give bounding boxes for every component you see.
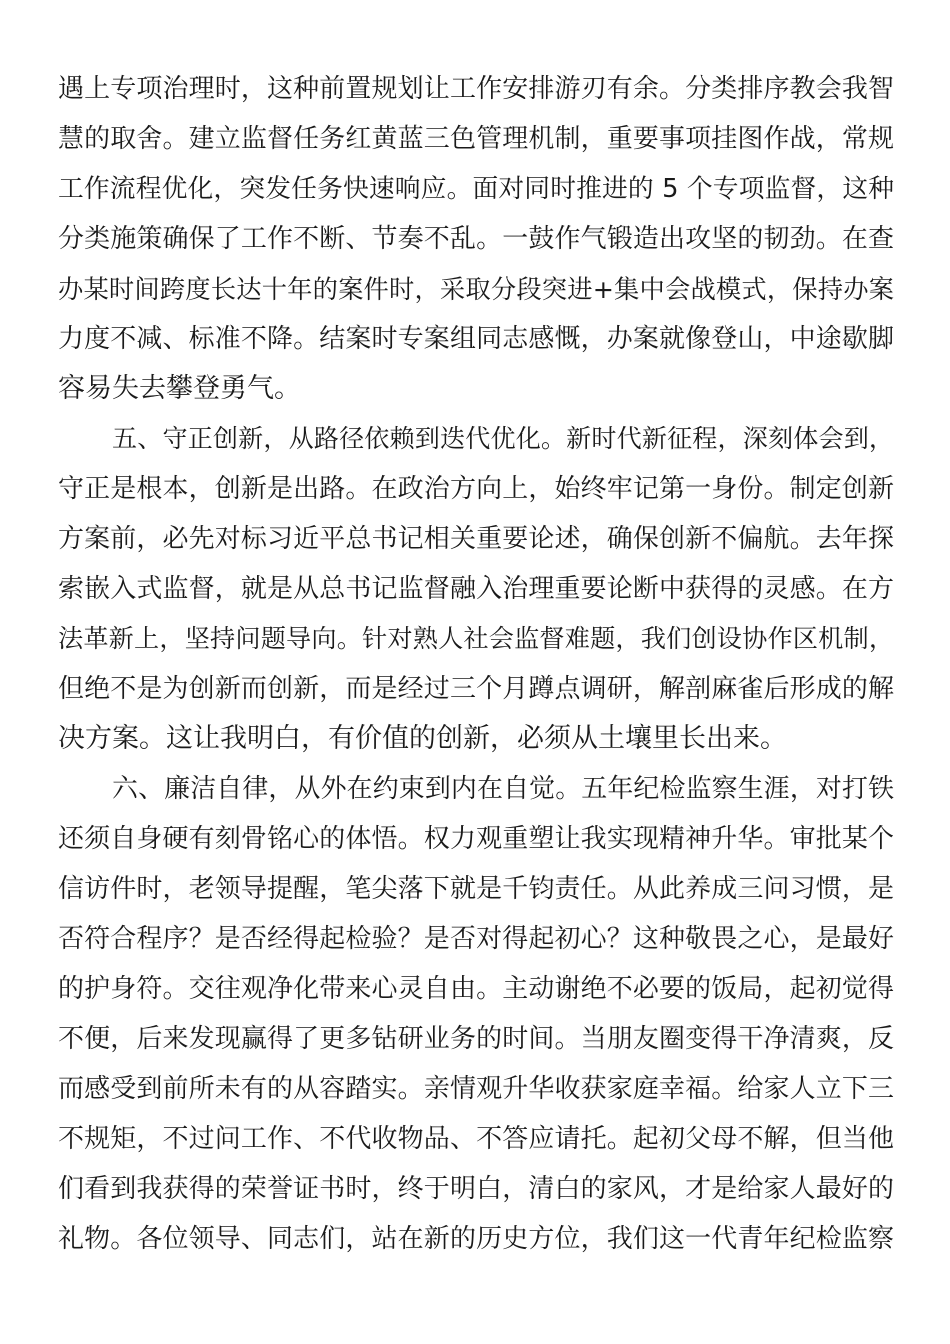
text-line: 办某时间跨度长达十年的案件时，采取分段突进+集中会战模式，保持办案	[58, 274, 894, 304]
text-line: 力度不减、标准不降。结案时专案组同志感慨，办案就像登山，中途歇脚	[58, 324, 894, 354]
text-line: 工作流程优化，突发任务快速响应。面对同时推进的 5 个专项监督，这种	[58, 174, 894, 204]
text-line: 但绝不是为创新而创新，而是经过三个月蹲点调研，解剖麻雀后形成的解	[58, 674, 894, 704]
text-line: 容易失去攀登勇气。	[58, 373, 301, 404]
text-line: 们看到我获得的荣誉证书时，终于明白，清白的家风，才是给家人最好的	[58, 1174, 894, 1204]
text-line: 不规矩，不过问工作、不代收物品、不答应请托。起初父母不解，但当他	[58, 1124, 894, 1154]
text-line: 方案前，必先对标习近平总书记相关重要论述，确保创新不偏航。去年探	[58, 524, 894, 554]
text-line: 遇上专项治理时，这种前置规划让工作安排游刃有余。分类排序教会我智	[58, 74, 894, 104]
text-line: 礼物。各位领导、同志们，站在新的历史方位，我们这一代青年纪检监察	[58, 1224, 894, 1254]
text-line: 慧的取舍。建立监督任务红黄蓝三色管理机制，重要事项挂图作战，常规	[58, 124, 894, 154]
text-line: 信访件时，老领导提醒，笔尖落下就是千钧责任。从此养成三问习惯，是	[58, 874, 894, 904]
text-line: 索嵌入式监督，就是从总书记监督融入治理重要论断中获得的灵感。在方	[58, 574, 894, 604]
text-line: 不便，后来发现赢得了更多钻研业务的时间。当朋友圈变得干净清爽，反	[58, 1024, 894, 1054]
body-text	[58, 64, 894, 1264]
text-line: 决方案。这让我明白，有价值的创新，必须从土壤里长出来。	[58, 723, 787, 754]
text-line: 还须自身硬有刻骨铭心的体悟。权力观重塑让我实现精神升华。审批某个	[58, 824, 894, 854]
text-line: 守正是根本，创新是出路。在政治方向上，始终牢记第一身份。制定创新	[58, 474, 894, 504]
text-line: 分类施策确保了工作不断、节奏不乱。一鼓作气锻造出攻坚的韧劲。在查	[58, 224, 894, 254]
text-line: 法革新上，坚持问题导向。针对熟人社会监督难题，我们创设协作区机制，	[58, 624, 894, 653]
section-heading-line: 六、廉洁自律，从外在约束到内在自觉。五年纪检监察生涯，对打铁	[112, 774, 894, 804]
text-line: 的护身符。交往观净化带来心灵自由。主动谢绝不必要的饭局，起初觉得	[58, 974, 894, 1004]
text-line: 而感受到前所未有的从容踏实。亲情观升华收获家庭幸福。给家人立下三	[58, 1074, 894, 1104]
text-line: 否符合程序？是否经得起检验？是否对得起初心？这种敬畏之心，是最好	[58, 924, 894, 954]
section-heading-line: 五、守正创新，从路径依赖到迭代优化。新时代新征程，深刻体会到，	[112, 424, 894, 453]
